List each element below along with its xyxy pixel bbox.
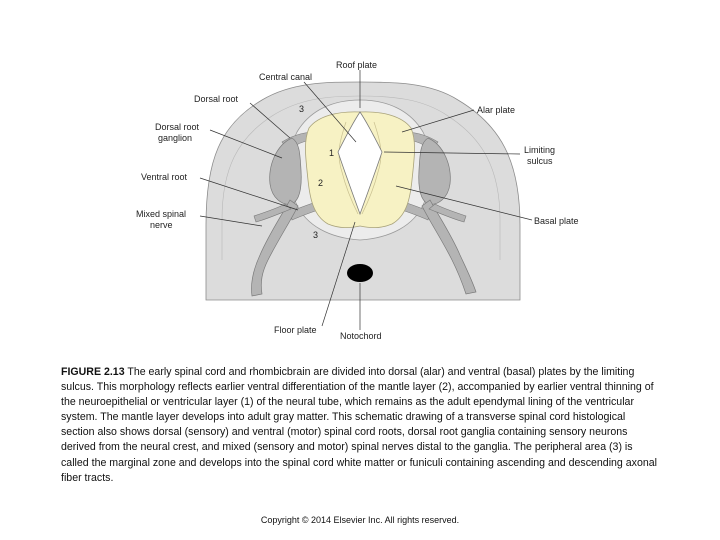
figure-label: FIGURE 2.13 (61, 366, 125, 378)
label-limiting-sulcus-1: Limiting (524, 145, 556, 155)
label-alar-plate: Alar plate (477, 105, 516, 115)
region-number-mantle: 2 (318, 178, 324, 188)
label-notochord: Notochord (340, 331, 382, 341)
figure-caption (61, 365, 661, 486)
region-number-marginal-top: 3 (299, 104, 305, 114)
region-number-marginal-bottom: 3 (313, 230, 319, 240)
label-roof-plate: Roof plate (336, 60, 378, 70)
label-dorsal-root: Dorsal root (194, 94, 239, 104)
label-dorsal-root-ganglion-1: Dorsal root (155, 122, 200, 132)
region-number-ventricular: 1 (329, 148, 335, 158)
label-mixed-spinal-nerve-2: nerve (150, 220, 173, 230)
label-floor-plate: Floor plate (274, 325, 317, 335)
caption-text: The early spinal cord and rhombicbrain are divided into dorsal (alar) and ventral (basal) plates by the limiting sulcus. This morphology reflects earlier ventral differentiation of the mantle layer (2), accompanied by earlier ventral thinning of the neuroepithelial or ventricular layer (1) of the neural tube, which remains as the adult ependymal lining of the ventricular system. The mantle layer develops into adult gray matter. This schematic drawing of a transverse spinal cord histological section also shows dorsal (sensory) and ventral (motor) spinal cord roots, dorsal root ganglia containing sensory neurons derived from the neural crest, and mixed (sensory and motor) spinal nerves distal to the ganglia. The peripheral area (3) is called the marginal zone and develops into the spinal cord white matter or funiculi containing ascending and descending axonal fiber tracts. (61, 366, 657, 484)
label-central-canal: Central canal (259, 72, 313, 82)
notochord (347, 264, 373, 282)
label-basal-plate: Basal plate (534, 216, 579, 226)
label-limiting-sulcus-2: sulcus (527, 156, 553, 166)
label-dorsal-root-ganglion-2: ganglion (158, 133, 193, 143)
label-ventral-root: Ventral root (141, 172, 188, 182)
label-mixed-spinal-nerve-1: Mixed spinal (136, 209, 187, 219)
copyright-notice: Copyright © 2014 Elsevier Inc. All rights reserved. (260, 515, 460, 525)
